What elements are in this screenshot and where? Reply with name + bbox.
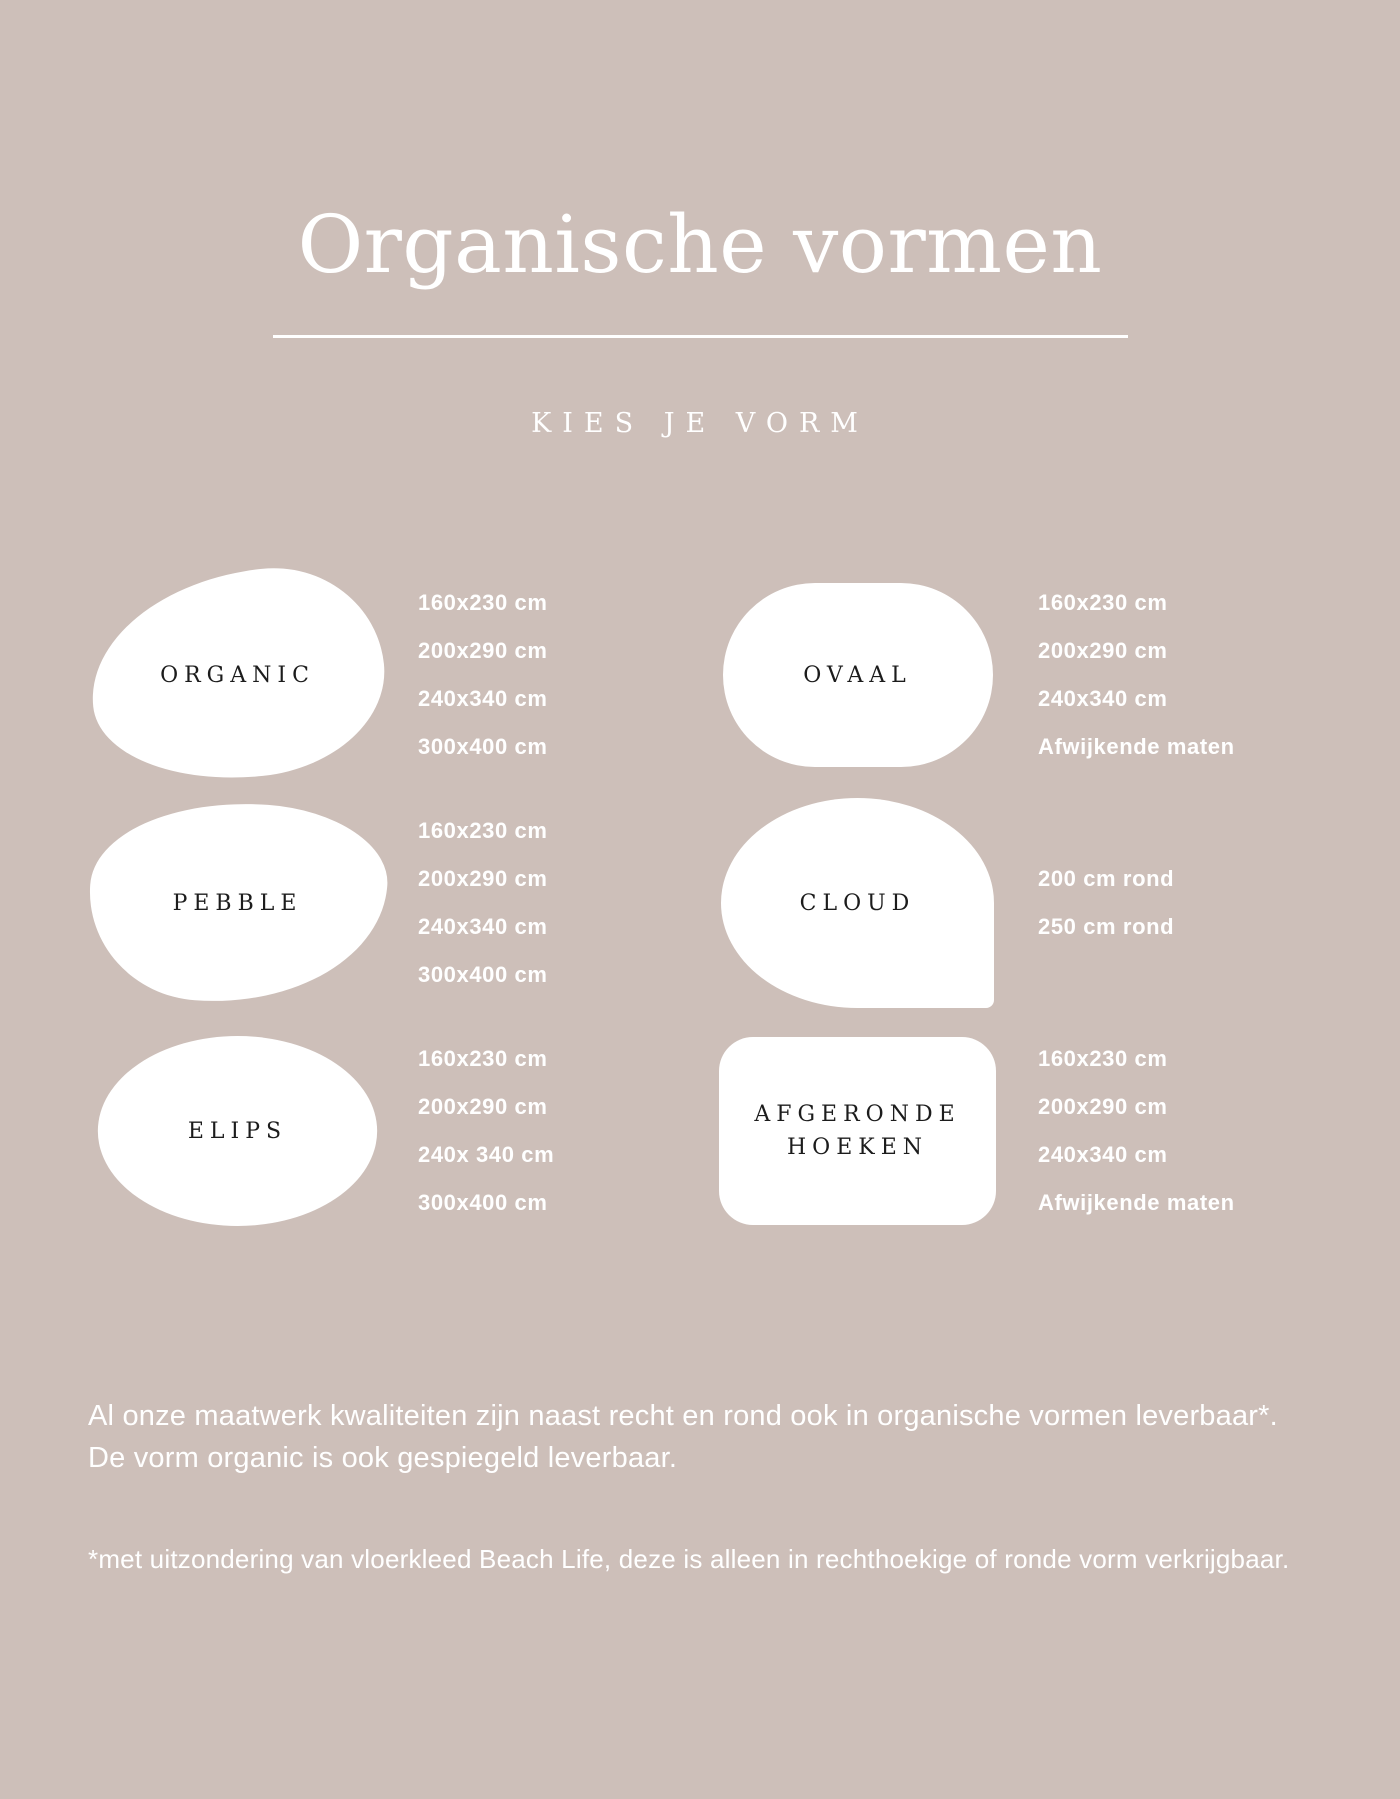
shape-preview-organic: [95, 575, 380, 775]
shape-preview-ovaal: [715, 575, 1000, 775]
size-item: 160x230 cm: [1038, 590, 1168, 615]
size-list-cloud: [1038, 868, 1174, 938]
shape-preview-afgeronde-hoeken: [715, 1031, 1000, 1231]
size-list-afgeronde-hoeken: [1038, 1048, 1235, 1214]
size-item: 160x230 cm: [418, 818, 548, 843]
footer-paragraph: Al onze maatwerk kwaliteiten zijn naast recht en rond ook in organische vormen leverbaar*. De vorm organic is ook gespiegeld leverbaar.: [88, 1400, 1278, 1475]
size-item: 200x290 cm: [418, 866, 548, 891]
page-header: [0, 0, 1400, 439]
size-item: 160x230 cm: [418, 590, 548, 615]
size-item: 200 cm rond: [1038, 866, 1175, 891]
shape-card-elips[interactable]: [95, 1031, 554, 1231]
size-list-pebble: [418, 820, 548, 986]
size-item: 300x400 cm: [418, 734, 548, 759]
page-title: Organische vormen: [297, 198, 1103, 291]
shape-label: AFGERONDE HOEKEN: [754, 1102, 961, 1160]
shape-label: OVAAL: [803, 662, 912, 688]
size-item: 160x230 cm: [1038, 1046, 1168, 1071]
shape-label: ELIPS: [187, 1118, 288, 1144]
size-list-ovaal: [1038, 592, 1235, 758]
shape-card-afgeronde-hoeken[interactable]: [715, 1031, 1235, 1231]
footer-note: *met uitzondering van vloerkleed Beach Life, deze is alleen in rechthoekige of ronde vorm verkrijgbaar.: [88, 1544, 1290, 1575]
shape-row: [0, 803, 1400, 1031]
size-item: Afwijkende maten: [1038, 1190, 1235, 1215]
page-subtitle: KIES JE VORM: [531, 408, 869, 439]
size-item: 240x340 cm: [1038, 686, 1168, 711]
shape-card-organic[interactable]: [95, 575, 548, 775]
shape-card-ovaal[interactable]: [715, 575, 1235, 775]
size-item: 300x400 cm: [418, 1190, 548, 1215]
size-item: 240x 340 cm: [418, 1142, 555, 1167]
size-item: 200x290 cm: [418, 1094, 548, 1119]
size-item: 240x340 cm: [418, 686, 548, 711]
size-list-organic: [418, 592, 548, 758]
size-item: 240x340 cm: [1038, 1142, 1168, 1167]
shape-row: [0, 1031, 1400, 1259]
size-item: 200x290 cm: [1038, 638, 1168, 663]
shape-card-pebble[interactable]: [95, 803, 548, 1003]
shape-card-cloud[interactable]: [715, 803, 1174, 1003]
shape-row: [0, 575, 1400, 803]
size-item: 300x400 cm: [418, 962, 548, 987]
size-item: 240x340 cm: [418, 914, 548, 939]
size-item: 200x290 cm: [418, 638, 548, 663]
size-item: Afwijkende maten: [1038, 734, 1235, 759]
shape-preview-pebble: [95, 803, 380, 1003]
shape-preview-cloud: [715, 803, 1000, 1003]
size-item: 160x230 cm: [418, 1046, 548, 1071]
title-divider: [273, 335, 1128, 338]
shape-preview-elips: [95, 1031, 380, 1231]
shape-grid: [0, 575, 1400, 1259]
footer-text: [88, 1395, 1320, 1579]
size-list-elips: [418, 1048, 554, 1214]
size-item: 200x290 cm: [1038, 1094, 1168, 1119]
shape-label: CLOUD: [799, 890, 916, 916]
size-item: 250 cm rond: [1038, 914, 1175, 939]
shape-label: PEBBLE: [172, 890, 303, 916]
shape-label: ORGANIC: [160, 662, 315, 688]
